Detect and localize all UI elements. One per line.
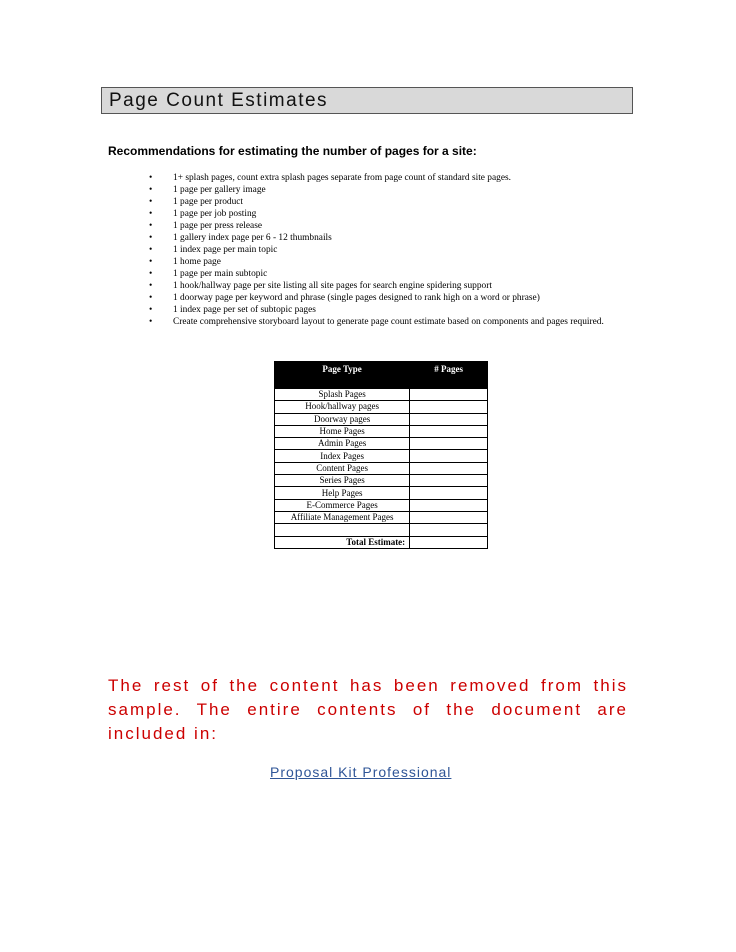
page-count-cell[interactable] bbox=[410, 389, 488, 401]
bullet-icon: • bbox=[149, 197, 153, 207]
page-count-cell[interactable] bbox=[410, 450, 488, 462]
page-count-cell[interactable] bbox=[410, 438, 488, 450]
list-item: • 1 gallery index page per 6 - 12 thumbnails bbox=[149, 233, 332, 243]
page-type-cell: Home Pages bbox=[275, 425, 410, 437]
list-item: • 1 hook/hallway page per site listing all site pages for search engine spidering support bbox=[149, 281, 492, 291]
page-count-cell[interactable] bbox=[410, 413, 488, 425]
page-count-cell[interactable] bbox=[410, 425, 488, 437]
page-type-cell: Series Pages bbox=[275, 475, 410, 487]
table-row bbox=[275, 499, 488, 511]
bullet-icon: • bbox=[149, 233, 153, 243]
page-type-cell: E-Commerce Pages bbox=[275, 499, 410, 511]
table-row bbox=[275, 425, 488, 437]
bullet-icon: • bbox=[149, 281, 153, 291]
list-item: • 1 doorway page per keyword and phrase (single pages designed to rank high on a word or phrase) bbox=[149, 293, 540, 303]
page-count-cell[interactable] bbox=[410, 524, 488, 536]
total-estimate-label: Total Estimate: bbox=[275, 536, 410, 548]
page-title: Page Count Estimates bbox=[109, 90, 329, 111]
bullet-icon: • bbox=[149, 293, 153, 303]
table-row bbox=[275, 389, 488, 401]
recommendations-list bbox=[146, 172, 666, 328]
page-count-cell[interactable] bbox=[410, 499, 488, 511]
page-count-cell[interactable] bbox=[410, 462, 488, 474]
total-row bbox=[275, 536, 488, 548]
column-header-pages: # Pages bbox=[410, 362, 488, 389]
page-count-cell[interactable] bbox=[410, 475, 488, 487]
list-item: • 1 page per main subtopic bbox=[149, 269, 268, 279]
table-row bbox=[275, 487, 488, 499]
page-type-cell: Index Pages bbox=[275, 450, 410, 462]
list-item: • 1+ splash pages, count extra splash pages separate from page count of standard site pages. bbox=[149, 173, 511, 183]
bullet-icon: • bbox=[149, 269, 153, 279]
bullet-icon: • bbox=[149, 317, 153, 327]
table-row bbox=[275, 413, 488, 425]
table-header-row bbox=[275, 362, 488, 389]
bullet-icon: • bbox=[149, 305, 153, 315]
page-count-cell[interactable] bbox=[410, 487, 488, 499]
list-item: • 1 page per gallery image bbox=[149, 185, 266, 195]
list-item: • 1 page per job posting bbox=[149, 209, 257, 219]
bullet-icon: • bbox=[149, 173, 153, 183]
list-item: • 1 index page per set of subtopic pages bbox=[149, 305, 316, 315]
total-estimate-cell[interactable] bbox=[410, 536, 488, 548]
bullet-icon: • bbox=[149, 257, 153, 267]
column-header-page-type: Page Type bbox=[275, 362, 410, 389]
recommendations-heading: Recommendations for estimating the number of pages for a site: bbox=[108, 144, 477, 158]
bullet-icon: • bbox=[149, 221, 153, 231]
table-row bbox=[275, 524, 488, 536]
page-count-table bbox=[274, 361, 488, 549]
bullet-icon: • bbox=[149, 209, 153, 219]
page-count-cell[interactable] bbox=[410, 401, 488, 413]
list-item: • 1 index page per main topic bbox=[149, 245, 278, 255]
content-removed-notice: The rest of the content has been removed from this sample. The entire contents of the document are included in: bbox=[108, 676, 628, 743]
list-item: • 1 page per product bbox=[149, 197, 244, 207]
page-count-cell[interactable] bbox=[410, 511, 488, 523]
bullet-icon: • bbox=[149, 245, 153, 255]
page-type-cell: Affiliate Management Pages bbox=[275, 511, 410, 523]
list-item: • 1 page per press release bbox=[149, 221, 263, 231]
page-type-cell: Content Pages bbox=[275, 462, 410, 474]
section-title-box bbox=[101, 87, 633, 114]
proposal-kit-link[interactable]: Proposal Kit Professional bbox=[270, 764, 452, 780]
table-row bbox=[275, 462, 488, 474]
page-type-cell: Doorway pages bbox=[275, 413, 410, 425]
page-type-cell bbox=[275, 524, 410, 536]
list-item: • Create comprehensive storyboard layout to generate page count estimate based on components and pages required. bbox=[149, 317, 604, 327]
page-type-cell: Help Pages bbox=[275, 487, 410, 499]
table-row bbox=[275, 450, 488, 462]
page-type-cell: Admin Pages bbox=[275, 438, 410, 450]
table-row bbox=[275, 511, 488, 523]
table-row bbox=[275, 401, 488, 413]
page-type-cell: Splash Pages bbox=[275, 389, 410, 401]
list-item: • 1 home page bbox=[149, 257, 221, 267]
table-row bbox=[275, 475, 488, 487]
bullet-icon: • bbox=[149, 185, 153, 195]
table-row bbox=[275, 438, 488, 450]
page-type-cell: Hook/hallway pages bbox=[275, 401, 410, 413]
